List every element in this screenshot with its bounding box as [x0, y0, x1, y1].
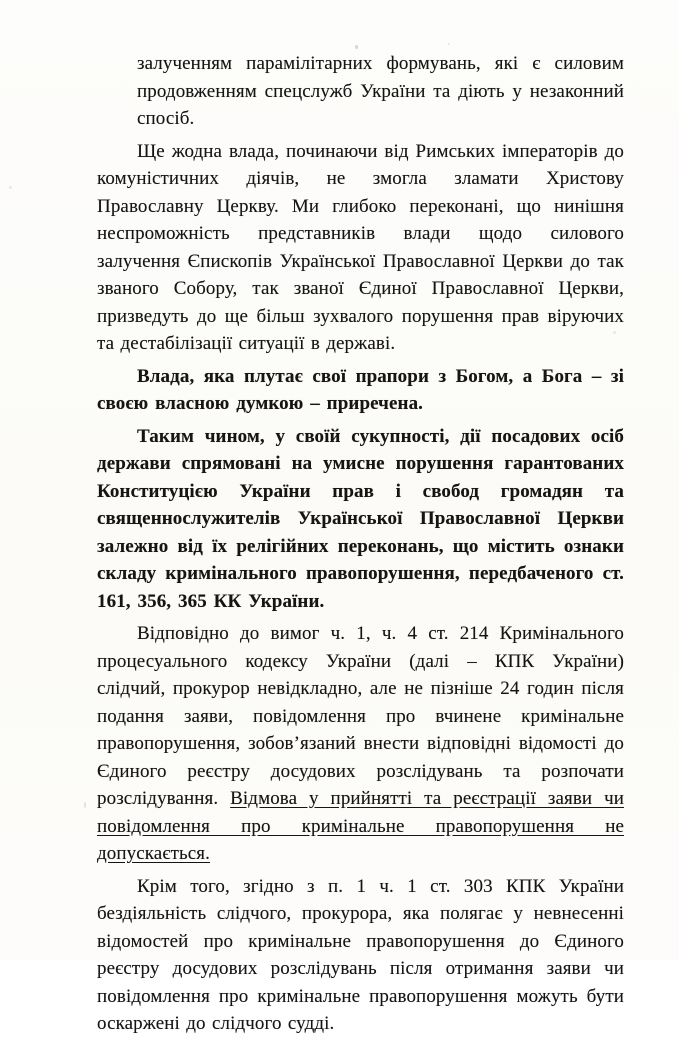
scan-speck	[9, 186, 12, 189]
paragraph-conclusion-bold: Таким чином, у своїй сукупності, дії посадових осіб держави спрямовані на умисне порушення гарантованих Конституцією України прав і свобод громадян та священнослужителів Української Православної Церкви залежно від їх релігійних переконань, що містить ознаки складу кримінального правопорушення, передбаченого ст. 161, 356, 365 КК України.	[97, 425, 624, 612]
legal-reference-underlined-text: Відмова у прийнятті та реєстрації заяви чи повідомлення про кримінальне правопорушення не допускається.	[97, 788, 624, 864]
paragraph-appeal-provision: Крім того, згідно з п. 1 ч. 1 ст. 303 КПК України бездіяльність слідчого, прокурора, яка полягає у невнесенні відомостей про кримінальне правопорушення до Єдиного реєстру досудових розслідувань після отримання заяви чи повідомлення про кримінальне правопорушення можуть бути оскаржені до слідчого судді.	[97, 875, 624, 1034]
scan-speck	[84, 802, 86, 808]
scan-speck	[613, 331, 616, 334]
scan-speck	[448, 43, 450, 45]
paragraph-emphasis-quote: Влада, яка плутає свої прапори з Богом, а Бога – зі своєю власною думкою – приречена.	[97, 365, 624, 414]
paragraph-body: Ще жодна влада, починаючи від Римських імператорів до комуністичних діячів, не змогла зламати Христову Православну Церкву. Ми глибоко переконані, що нинішня неспроможність представників влади щодо силового залучення Єпископів Української Православної Церкви до так званого Собору, так званої Єдиної Православної Церкви, призведуть до ще більш зухвалого порушення прав віруючих та дестабілізації ситуації в державі.	[97, 140, 624, 354]
legal-reference-text: Відповідно до вимог ч. 1, ч. 4 ст. 214 Кримінального процесуального кодексу України (далі – КПК України) слідчий, прокурор невідкладно, але не пізніше 24 годин після подання заяви, повідомлення про вчинене кримінальне правопорушення, зобов’язаний внести відповідні відомості до Єдиного реєстру досудових розслідувань та розпочати розслідування.	[97, 623, 624, 809]
paragraph-continuation: залученням парамілітарних формувань, які є силовим продовженням спецслужб України та діють у незаконний спосіб.	[137, 53, 624, 129]
paragraph-legal-reference	[97, 620, 624, 868]
document-text-block	[97, 50, 624, 1038]
scan-speck	[355, 45, 358, 49]
